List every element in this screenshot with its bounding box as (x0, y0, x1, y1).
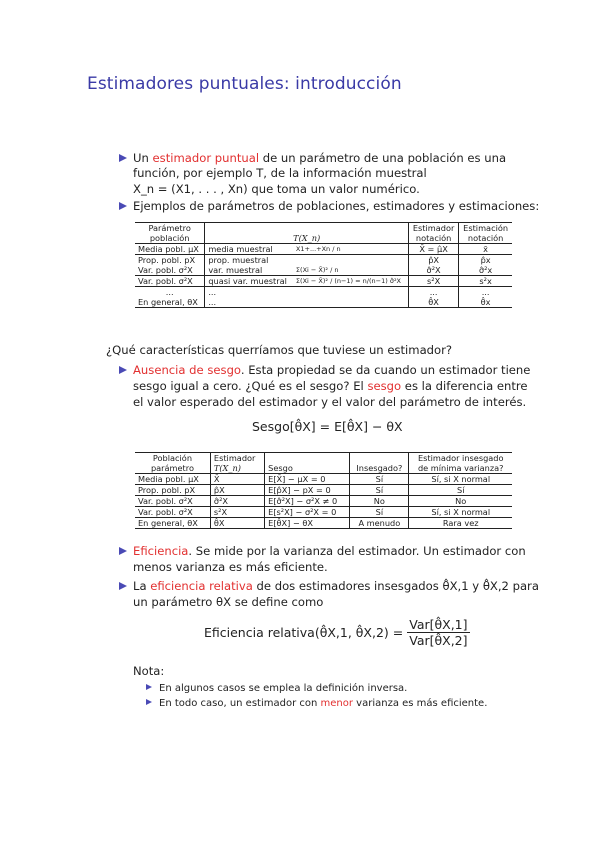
table-row: Prop. pobl. pX prop. muestral p̂X p̂x (135, 255, 512, 266)
sesgo-text: Ausencia de sesgo. Esta propiedad se da cuando un estimador tiene (133, 363, 531, 377)
bullet-arrow-icon (119, 202, 127, 210)
nota-item-1: En algunos casos se emplea la definición inversa. (159, 683, 408, 694)
estimators-table: Parámetro población T(X_n) Estimador notación Estimación notación Media pobl. μX media muestral X1+...+Xn / n X̄ = μ̂X x̄ Prop. pobl. pX prop. muestral p̂X p̂x Var. pobl. σ²X var. muestral Σ(Xi − X̄)² / n σ̂²X σ̂²x Var. pobl. σ²X quasi var. muestral Σ(Xi − X̄)² / (n−1) = n/(n−1) σ̂²X s²X s²x ... ... ... ... En general, θX ... θ̂X θ̂x (135, 222, 512, 308)
nota-label: Nota: (133, 664, 165, 678)
bullet-arrow-icon (119, 154, 127, 162)
eficiencia-formula: Eficiencia relativa(θ̂X,1, θ̂X,2) = $\frac{\text{Var[θ̂X,1]}}{\text{Var[θ̂X,2]}}$ (204, 617, 468, 648)
table-row: Var. pobl. σ²X σ̂²X E[σ̂²X] − σ²X ≠ 0 No No (135, 496, 512, 507)
examples-intro: Ejemplos de parámetros de poblaciones, estimadores y estimaciones: (133, 199, 540, 213)
eficiencia-relativa-text: La eficiencia relativa de dos estimadores insesgados θ̂X,1 y θ̂X,2 para (133, 579, 539, 593)
table-row: Media pobl. μX X̄ E[X̄] − μX = 0 Sí Sí, si X normal (135, 474, 512, 485)
bullet-arrow-icon (119, 582, 127, 590)
table-row: En general, θX θ̂X E[θ̂X] − θX A menudo Rara vez (135, 518, 512, 529)
menor-term: menor (320, 698, 353, 709)
bullet-arrow-icon (146, 699, 152, 705)
definition-line-2: función, por ejemplo T, de la información muestral (133, 166, 427, 180)
page-title: Estimadores puntuales: introducción (87, 74, 402, 94)
table-row: Media pobl. μX media muestral X1+...+Xn / n X̄ = μ̂X x̄ (135, 244, 512, 255)
eficiencia-relativa-line-2: un parámetro θX se define como (133, 595, 324, 609)
sesgo-term: sesgo (367, 379, 402, 393)
table-row: En general, θX ... θ̂X θ̂x (135, 297, 512, 308)
sesgo-formula: Sesgo[θ̂X] = E[θ̂X] − θX (252, 419, 403, 434)
estimador-puntual-term: estimador puntual (152, 151, 260, 165)
eficiencia-text: Eficiencia. Se mide por la varianza del estimador. Un estimador con (133, 544, 526, 558)
bullet-arrow-icon (119, 366, 127, 374)
ausencia-sesgo-term: Ausencia de sesgo (133, 363, 241, 377)
table-row: Var. pobl. σ²X s²X E[s²X] − σ²X = 0 Sí Sí, si X normal (135, 507, 512, 518)
table-row: Var. pobl. σ²X var. muestral Σ(Xi − X̄)² / n σ̂²X σ̂²x (135, 265, 512, 276)
nota-item-2: En todo caso, un estimador con menor varianza es más eficiente. (159, 698, 488, 709)
eficiencia-relativa-term: eficiencia relativa (150, 579, 253, 593)
sesgo-line-3: el valor esperado del estimador y el valor del parámetro de interés. (133, 395, 527, 409)
eficiencia-line-2: menos varianza es más eficiente. (133, 560, 328, 574)
definition-line-3: X_n = (X1, . . . , Xn) que toma un valor numérico. (133, 182, 420, 196)
table-row: Prop. pobl. pX p̂X E[p̂X] − pX = 0 Sí Sí (135, 485, 512, 496)
bullet-arrow-icon (119, 547, 127, 555)
bullet-arrow-icon (146, 684, 152, 690)
definition-text: Un estimador puntual de un parámetro de una población es una (133, 151, 507, 165)
table-row: ... ... ... ... (135, 287, 512, 298)
table-row: Var. pobl. σ²X quasi var. muestral Σ(Xi − X̄)² / (n−1) = n/(n−1) σ̂²X s²X s²x (135, 276, 512, 287)
eficiencia-fraction: $\frac{\text{Var[θ̂X,1]}}{\text{Var[θ̂X,2]}}$ (409, 617, 468, 648)
question-heading: ¿Qué características querríamos que tuviese un estimador? (106, 343, 453, 357)
sesgo-line-2: sesgo igual a cero. ¿Qué es el sesgo? El sesgo es la diferencia entre (133, 379, 528, 393)
eficiencia-term: Eficiencia (133, 544, 189, 558)
bias-table: Población parámetro Estimador T(X_n) Sesgo Insesgado? Estimador insesgado de mínima varianza? Media pobl. μX X̄ E[X̄] − μX = 0 Sí Sí, si X normal Prop. pobl. pX p̂X E[p̂X] − pX = 0 Sí Sí Var. pobl. σ²X σ̂²X E[σ̂²X] − σ²X ≠ 0 No No Var. pobl. σ²X s²X E[s²X] − σ²X = 0 Sí Sí, si X normal En general, θX θ̂X E[θ̂X] − θX A menudo Rara vez (135, 452, 512, 529)
